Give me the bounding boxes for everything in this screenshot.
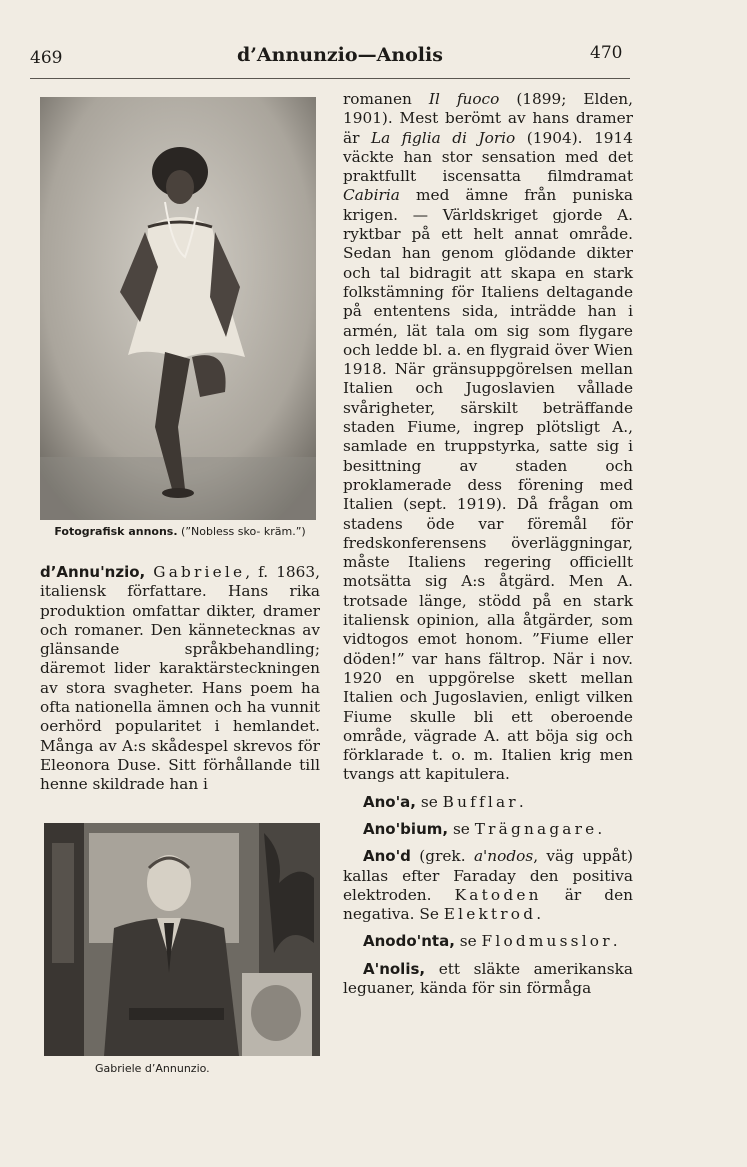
biography-text-b: romanen	[343, 90, 429, 108]
entry-anolis: A'nolis, ett släkte amerikanska leguaner, kända för sin förmåga	[343, 959, 633, 998]
biography-text-c: (1899; Elden, 1901). Mest berömt av hans dramer är	[343, 90, 633, 147]
page-number-left: 469	[30, 48, 63, 68]
running-title: d’Annunzio—Anolis	[237, 44, 443, 66]
entry-anodonta: Anodo'nta, se Flodmusslor.	[363, 932, 618, 951]
work-title-cabiria: Cabiria	[343, 186, 400, 205]
work-title-figlia: La figlia di Jorio	[370, 128, 516, 147]
dancer-photo-image	[40, 97, 316, 520]
biography-text-e: med ämne från puniska krigen. — Världskriget gjorde A. ryktbar på ett helt annat område. Sedan han genom glödande dikter och tal bidragit att skapa en stark folkstämning för Italiens deltagande på ententens sida, inträdde han i armén, lät tala om sig som flygare och ledde bl. a. en flygraid över Wien 1918. När gränsuppgörelsen mellan Italien och Jugoslavien vållade svårigheter, särskilt beträffande staden Fiume, ingrep plötsligt A., samlade en truppstyrka, satte sig i besittning av staden och proklamerade dess förening med Italien (sept. 1919). Då frågan om stadens öde var föremål för fredskonferensens överläggningar, måste Italiens regering officiellt motsätta sig A:s åtgärd. Men A. trotsade länge, stödd på en stark italiensk opinion, alla åtgärder, som vidtogos emot honom. ”Fiume eller döden!” var hans fältrop. När i nov. 1920 en uppgörelse skett mellan Italien och Jugoslavien, enligt vilken Fiume skulle bli ett oberoende område, vägrade A. att böja sig och förklarade t. o. m. Italien krig men tvangs att kapitulera.	[343, 186, 633, 784]
entry-headword: Ano'a,	[363, 792, 417, 811]
entry-headword: A'nolis,	[363, 959, 426, 978]
given-name: Gabriele	[153, 563, 246, 581]
entry-headword: Anodo'nta,	[363, 932, 455, 951]
biography-text-d: (1904). 1914 väckte han stor sensation med det praktfullt iscensatta filmdramat	[343, 128, 633, 186]
biography-continuation	[343, 90, 633, 785]
work-title-fuoco: Il fuoco	[428, 90, 500, 108]
cross-reference: Flodmusslor	[481, 932, 613, 951]
cross-reference: Katoden	[454, 885, 542, 904]
dancer-photo-caption	[40, 525, 320, 538]
caption-source: (”Nobless sko- kräm.”)	[177, 525, 306, 538]
page-number-right: 470	[590, 43, 623, 63]
page-header	[0, 0, 747, 90]
left-column	[40, 97, 320, 538]
greek-term: a'nodos	[473, 847, 534, 866]
dancer-photo	[40, 97, 316, 520]
cross-reference: Elektrod	[443, 905, 537, 924]
right-column	[343, 90, 633, 998]
entry-anoa: Ano'a, se Bufflar.	[363, 792, 524, 811]
entry-anod: Ano'd (grek. a'nodos, väg uppåt) kallas efter Faraday den positiva elektroden. Katoden är den negativa. Se Elektrod.	[343, 847, 634, 924]
biography-text-a: , f. 1863, italiensk författare. Hans rika produktion omfattar dikter, dramer och romaner. Den kännetecknas av glänsande språkbehandling; däremot lider karaktärsteckningen av stora svagheter. Hans poem ha ofta nationella ämnen och ha vunnit oerhörd popularitet i hemlandet. Många av A:s skådespel skrevos för Eleonora Duse. Sitt förhållande till henne skildrade han i	[40, 563, 320, 794]
entry-headword: Ano'bium,	[363, 819, 449, 838]
entry-headword: d’Annu'nzio,	[40, 563, 146, 581]
entry-headword: Ano'd	[363, 847, 411, 866]
cross-reference: Bufflar	[442, 792, 519, 811]
cross-reference: Trägnagare	[474, 819, 598, 838]
caption-label: Fotografisk annons.	[54, 525, 178, 538]
portrait-photo	[44, 823, 320, 1056]
biography-entry	[40, 563, 320, 795]
portrait-caption: Gabriele d’Annunzio.	[95, 1062, 210, 1075]
header-rule	[30, 78, 630, 79]
entry-anobium: Ano'bium, se Trägnagare.	[363, 819, 603, 838]
biography-paragraph	[40, 563, 320, 795]
portrait-photo-image	[44, 823, 320, 1056]
